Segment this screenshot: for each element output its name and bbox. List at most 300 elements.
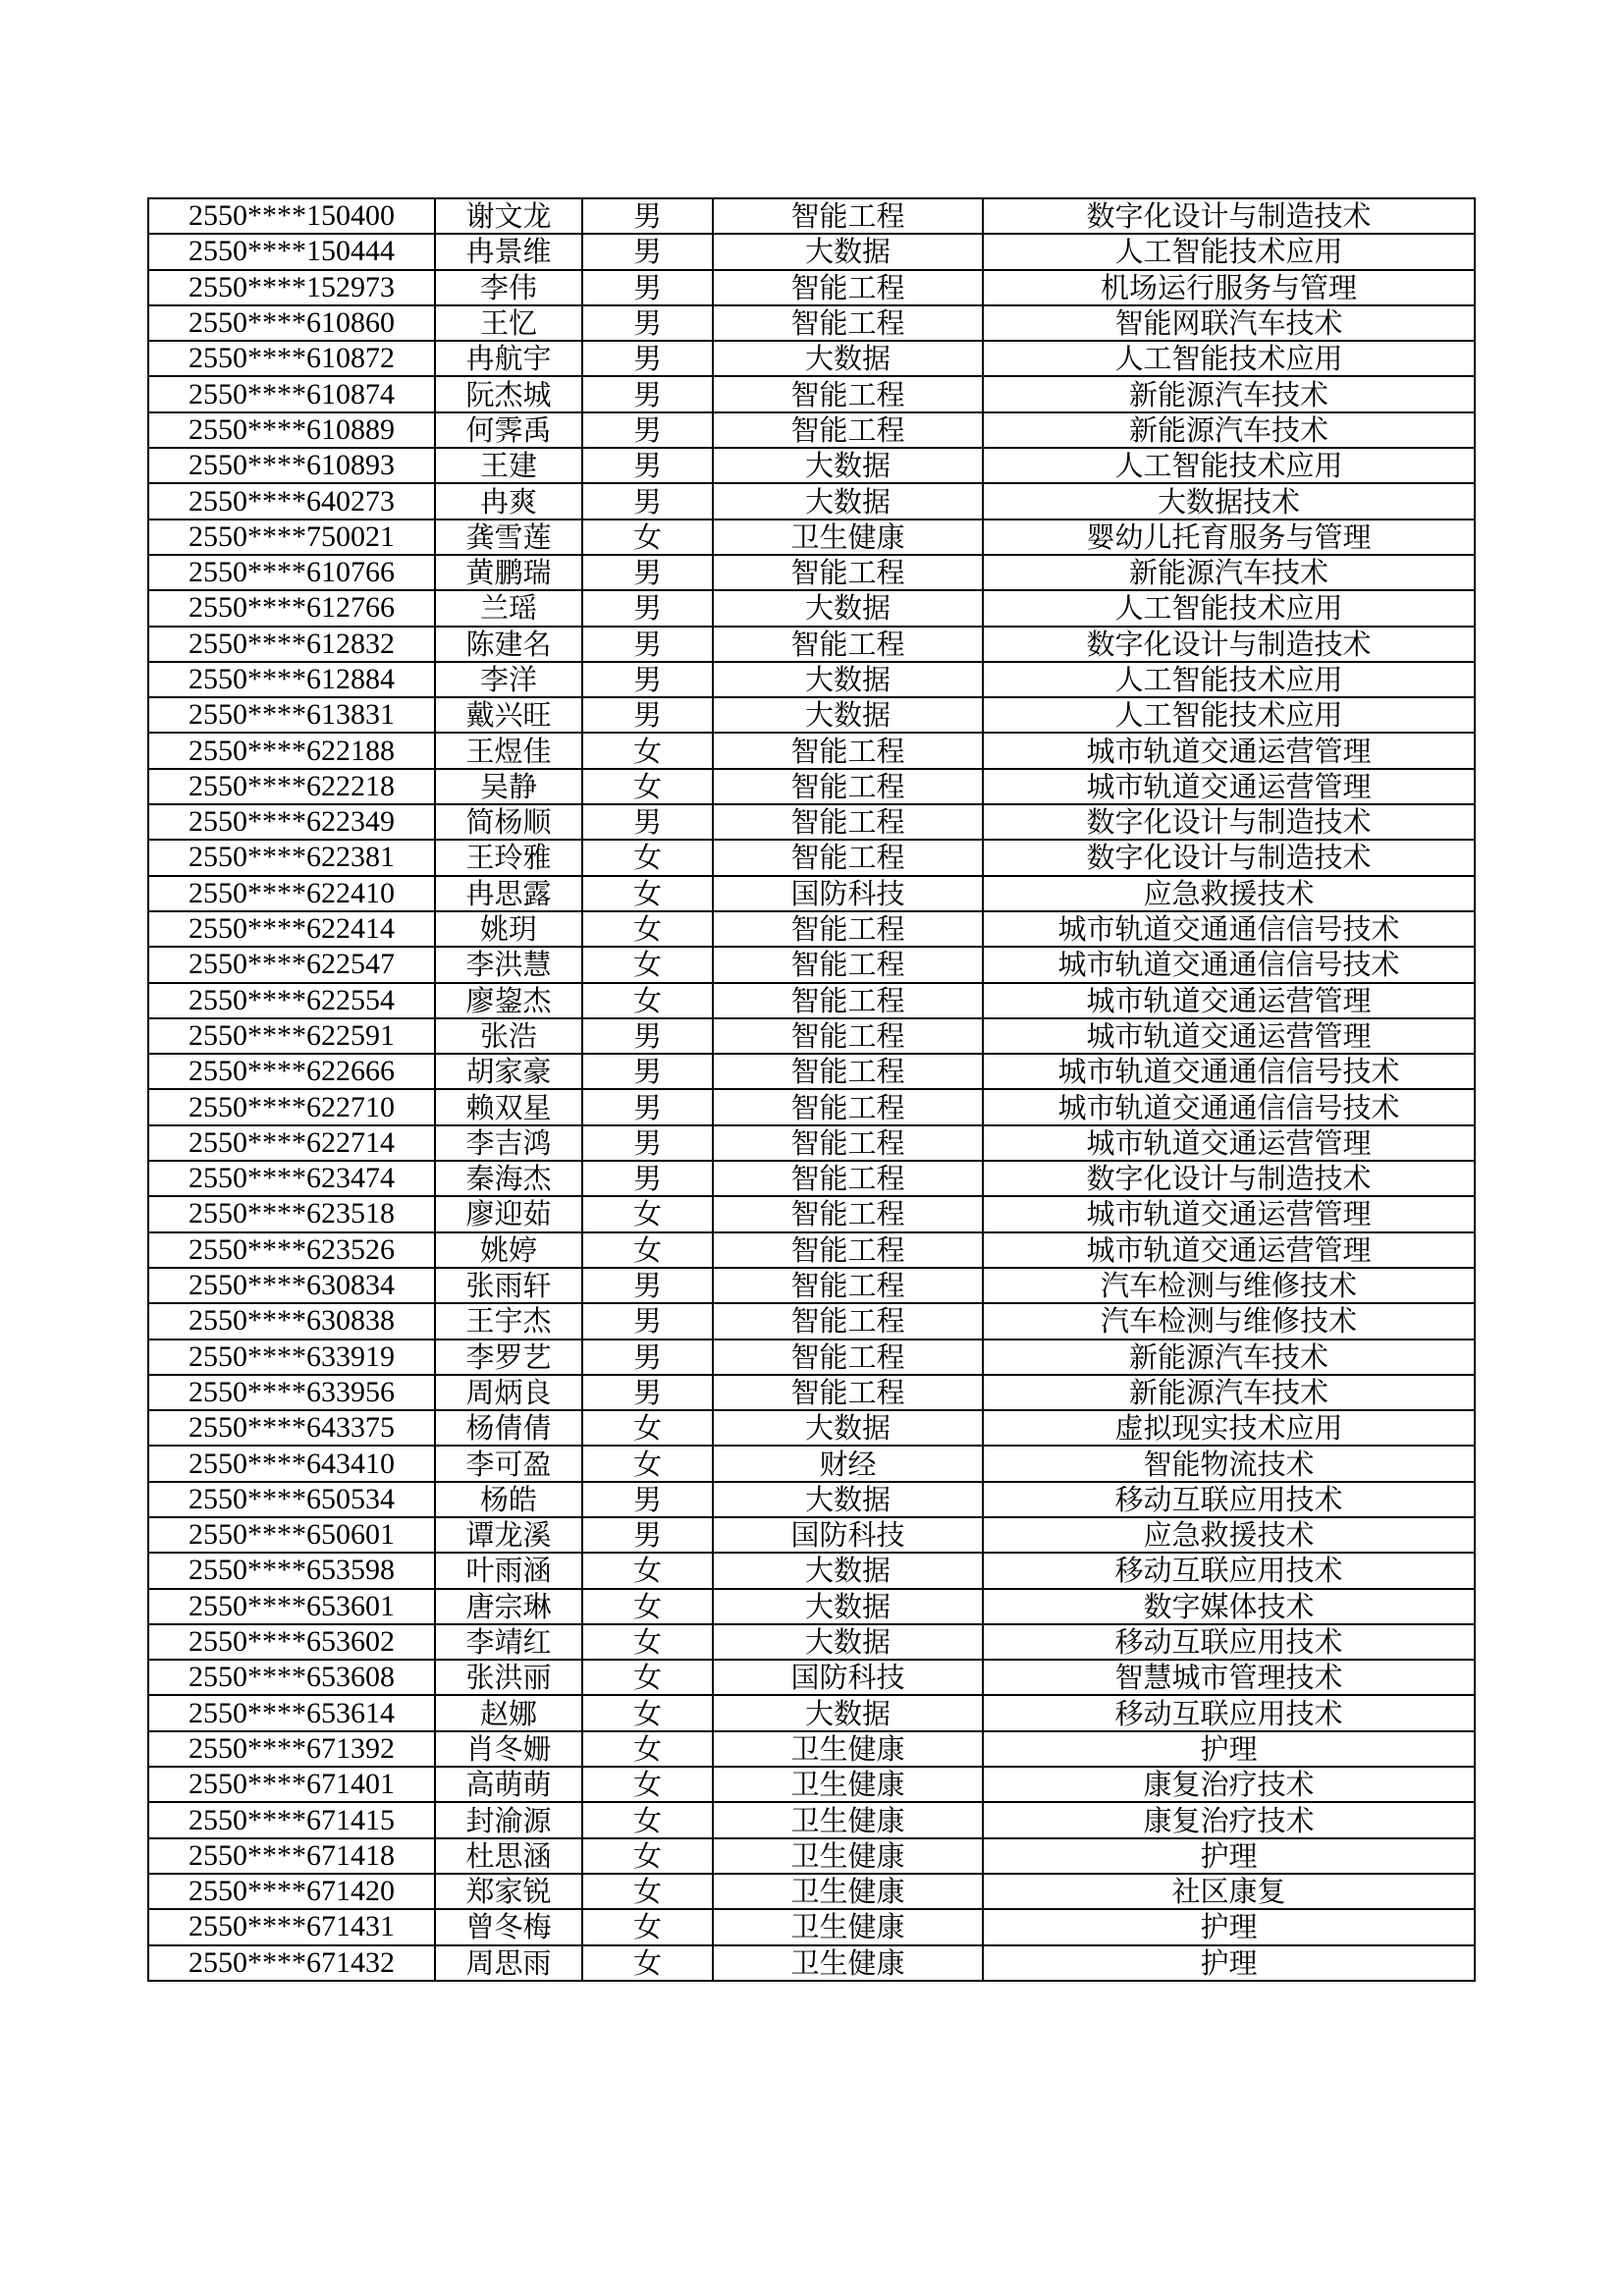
table-row: [148, 769, 1475, 804]
major-cell: 汽车检测与维修技术: [983, 1268, 1475, 1303]
gender-cell: 男: [582, 590, 713, 626]
college-cell: 智能工程: [713, 1339, 983, 1375]
gender-cell: 男: [582, 1161, 713, 1196]
student-id-cell: 2550****152973: [148, 270, 435, 305]
major-cell: 新能源汽车技术: [983, 1339, 1475, 1375]
table-row: [148, 1303, 1475, 1339]
name-cell: 张洪丽: [435, 1660, 582, 1695]
gender-cell: 男: [582, 662, 713, 697]
gender-cell: 男: [582, 483, 713, 519]
gender-cell: 男: [582, 1517, 713, 1553]
name-cell: 龚雪莲: [435, 519, 582, 555]
student-id-cell: 2550****650534: [148, 1482, 435, 1517]
gender-cell: 女: [582, 1802, 713, 1837]
gender-cell: 男: [582, 1268, 713, 1303]
name-cell: 曾冬梅: [435, 1909, 582, 1944]
name-cell: 张浩: [435, 1018, 582, 1054]
name-cell: 李可盈: [435, 1446, 582, 1481]
major-cell: 城市轨道交通运营管理: [983, 1018, 1475, 1054]
student-id-cell: 2550****622547: [148, 947, 435, 982]
name-cell: 何霁禹: [435, 412, 582, 448]
name-cell: 李伟: [435, 270, 582, 305]
college-cell: 大数据: [713, 448, 983, 483]
gender-cell: 男: [582, 555, 713, 590]
table-row: [148, 1018, 1475, 1054]
major-cell: 移动互联应用技术: [983, 1695, 1475, 1730]
major-cell: 虚拟现实技术应用: [983, 1410, 1475, 1446]
major-cell: 应急救援技术: [983, 1517, 1475, 1553]
college-cell: 大数据: [713, 234, 983, 269]
name-cell: 杨皓: [435, 1482, 582, 1517]
gender-cell: 女: [582, 947, 713, 982]
college-cell: 大数据: [713, 662, 983, 697]
table-row: [148, 590, 1475, 626]
student-id-cell: 2550****633956: [148, 1375, 435, 1410]
table-row: [148, 804, 1475, 840]
name-cell: 冉爽: [435, 483, 582, 519]
major-cell: 新能源汽车技术: [983, 376, 1475, 411]
table-row: [148, 1767, 1475, 1802]
major-cell: 城市轨道交通运营管理: [983, 1125, 1475, 1161]
student-id-cell: 2550****643375: [148, 1410, 435, 1446]
name-cell: 李洪慧: [435, 947, 582, 982]
student-id-cell: 2550****643410: [148, 1446, 435, 1481]
gender-cell: 男: [582, 198, 713, 234]
name-cell: 周思雨: [435, 1945, 582, 1981]
table-row: [148, 1482, 1475, 1517]
table-row: [148, 1624, 1475, 1660]
student-id-cell: 2550****671392: [148, 1731, 435, 1767]
table-row: [148, 876, 1475, 911]
table-row: [148, 627, 1475, 662]
name-cell: 王玲雅: [435, 840, 582, 875]
student-id-cell: 2550****610766: [148, 555, 435, 590]
name-cell: 吴静: [435, 769, 582, 804]
name-cell: 兰瑶: [435, 590, 582, 626]
major-cell: 移动互联应用技术: [983, 1482, 1475, 1517]
name-cell: 廖鋆杰: [435, 983, 582, 1018]
college-cell: 智能工程: [713, 270, 983, 305]
student-id-cell: 2550****623526: [148, 1232, 435, 1268]
college-cell: 智能工程: [713, 1054, 983, 1089]
name-cell: 唐宗琳: [435, 1589, 582, 1624]
major-cell: 城市轨道交通运营管理: [983, 1232, 1475, 1268]
table-row: [148, 1695, 1475, 1730]
gender-cell: 女: [582, 983, 713, 1018]
name-cell: 赖双星: [435, 1089, 582, 1124]
student-id-cell: 2550****610874: [148, 376, 435, 411]
gender-cell: 女: [582, 1695, 713, 1730]
major-cell: 护理: [983, 1838, 1475, 1874]
name-cell: 阮杰城: [435, 376, 582, 411]
table-row: [148, 733, 1475, 768]
student-id-cell: 2550****622666: [148, 1054, 435, 1089]
college-cell: 卫生健康: [713, 1838, 983, 1874]
college-cell: 卫生健康: [713, 1909, 983, 1944]
major-cell: 城市轨道交通运营管理: [983, 983, 1475, 1018]
major-cell: 婴幼儿托育服务与管理: [983, 519, 1475, 555]
table-row: [148, 911, 1475, 947]
name-cell: 冉思露: [435, 876, 582, 911]
student-id-cell: 2550****653601: [148, 1589, 435, 1624]
student-id-cell: 2550****671415: [148, 1802, 435, 1837]
student-id-cell: 2550****622714: [148, 1125, 435, 1161]
student-id-cell: 2550****623518: [148, 1196, 435, 1231]
gender-cell: 女: [582, 1874, 713, 1909]
college-cell: 国防科技: [713, 876, 983, 911]
table-row: [148, 305, 1475, 341]
college-cell: 智能工程: [713, 769, 983, 804]
gender-cell: 男: [582, 697, 713, 733]
table-row: [148, 1517, 1475, 1553]
college-cell: 大数据: [713, 483, 983, 519]
major-cell: 社区康复: [983, 1874, 1475, 1909]
college-cell: 智能工程: [713, 983, 983, 1018]
table-row: [148, 1268, 1475, 1303]
major-cell: 数字化设计与制造技术: [983, 198, 1475, 234]
name-cell: 李吉鸿: [435, 1125, 582, 1161]
gender-cell: 女: [582, 1945, 713, 1981]
table-row: [148, 1945, 1475, 1981]
college-cell: 大数据: [713, 341, 983, 376]
name-cell: 李洋: [435, 662, 582, 697]
gender-cell: 女: [582, 1731, 713, 1767]
major-cell: 智能物流技术: [983, 1446, 1475, 1481]
major-cell: 城市轨道交通运营管理: [983, 1196, 1475, 1231]
student-id-cell: 2550****610872: [148, 341, 435, 376]
name-cell: 胡家豪: [435, 1054, 582, 1089]
college-cell: 智能工程: [713, 1268, 983, 1303]
major-cell: 汽车检测与维修技术: [983, 1303, 1475, 1339]
table-row: [148, 1589, 1475, 1624]
table-row: [148, 1553, 1475, 1588]
student-id-cell: 2550****653602: [148, 1624, 435, 1660]
name-cell: 杜思涵: [435, 1838, 582, 1874]
gender-cell: 女: [582, 1196, 713, 1231]
name-cell: 谭龙溪: [435, 1517, 582, 1553]
gender-cell: 男: [582, 1303, 713, 1339]
student-id-cell: 2550****750021: [148, 519, 435, 555]
college-cell: 大数据: [713, 1589, 983, 1624]
student-id-cell: 2550****150400: [148, 198, 435, 234]
name-cell: 冉航宇: [435, 341, 582, 376]
student-id-cell: 2550****613831: [148, 697, 435, 733]
table-row: [148, 1838, 1475, 1874]
major-cell: 新能源汽车技术: [983, 555, 1475, 590]
major-cell: 数字化设计与制造技术: [983, 627, 1475, 662]
gender-cell: 男: [582, 1089, 713, 1124]
major-cell: 人工智能技术应用: [983, 662, 1475, 697]
name-cell: 李罗艺: [435, 1339, 582, 1375]
admission-roster-table: [147, 197, 1476, 1982]
major-cell: 新能源汽车技术: [983, 1375, 1475, 1410]
table-row: [148, 983, 1475, 1018]
gender-cell: 女: [582, 840, 713, 875]
student-id-cell: 2550****610889: [148, 412, 435, 448]
major-cell: 康复治疗技术: [983, 1767, 1475, 1802]
table-row: [148, 1410, 1475, 1446]
gender-cell: 女: [582, 1589, 713, 1624]
table-row: [148, 448, 1475, 483]
major-cell: 城市轨道交通通信信号技术: [983, 911, 1475, 947]
gender-cell: 女: [582, 1660, 713, 1695]
college-cell: 大数据: [713, 1553, 983, 1588]
gender-cell: 女: [582, 519, 713, 555]
major-cell: 护理: [983, 1731, 1475, 1767]
name-cell: 姚玥: [435, 911, 582, 947]
student-id-cell: 2550****622410: [148, 876, 435, 911]
college-cell: 智能工程: [713, 733, 983, 768]
gender-cell: 男: [582, 804, 713, 840]
student-id-cell: 2550****622710: [148, 1089, 435, 1124]
gender-cell: 女: [582, 911, 713, 947]
major-cell: 护理: [983, 1945, 1475, 1981]
major-cell: 人工智能技术应用: [983, 697, 1475, 733]
gender-cell: 男: [582, 1375, 713, 1410]
table-row: [148, 1161, 1475, 1196]
major-cell: 人工智能技术应用: [983, 590, 1475, 626]
college-cell: 智能工程: [713, 840, 983, 875]
gender-cell: 男: [582, 448, 713, 483]
college-cell: 智能工程: [713, 305, 983, 341]
college-cell: 卫生健康: [713, 1731, 983, 1767]
college-cell: 大数据: [713, 697, 983, 733]
student-id-cell: 2550****630834: [148, 1268, 435, 1303]
college-cell: 智能工程: [713, 1089, 983, 1124]
college-cell: 卫生健康: [713, 519, 983, 555]
student-id-cell: 2550****622349: [148, 804, 435, 840]
table-row: [148, 1802, 1475, 1837]
college-cell: 智能工程: [713, 1232, 983, 1268]
gender-cell: 女: [582, 1909, 713, 1944]
name-cell: 戴兴旺: [435, 697, 582, 733]
college-cell: 智能工程: [713, 911, 983, 947]
major-cell: 移动互联应用技术: [983, 1624, 1475, 1660]
name-cell: 张雨轩: [435, 1268, 582, 1303]
student-id-cell: 2550****610893: [148, 448, 435, 483]
college-cell: 智能工程: [713, 947, 983, 982]
major-cell: 大数据技术: [983, 483, 1475, 519]
student-id-cell: 2550****671431: [148, 1909, 435, 1944]
name-cell: 郑家锐: [435, 1874, 582, 1909]
major-cell: 人工智能技术应用: [983, 448, 1475, 483]
major-cell: 新能源汽车技术: [983, 412, 1475, 448]
table-row: [148, 412, 1475, 448]
student-id-cell: 2550****671420: [148, 1874, 435, 1909]
major-cell: 智能网联汽车技术: [983, 305, 1475, 341]
major-cell: 机场运行服务与管理: [983, 270, 1475, 305]
table-row: [148, 1089, 1475, 1124]
gender-cell: 男: [582, 1054, 713, 1089]
gender-cell: 女: [582, 1232, 713, 1268]
gender-cell: 男: [582, 234, 713, 269]
table-row: [148, 376, 1475, 411]
student-id-cell: 2550****612832: [148, 627, 435, 662]
gender-cell: 男: [582, 1018, 713, 1054]
college-cell: 智能工程: [713, 1375, 983, 1410]
table-row: [148, 1660, 1475, 1695]
major-cell: 人工智能技术应用: [983, 341, 1475, 376]
major-cell: 数字化设计与制造技术: [983, 1161, 1475, 1196]
college-cell: 智能工程: [713, 1161, 983, 1196]
student-id-cell: 2550****671401: [148, 1767, 435, 1802]
college-cell: 智能工程: [713, 198, 983, 234]
major-cell: 人工智能技术应用: [983, 234, 1475, 269]
table-row: [148, 947, 1475, 982]
student-id-cell: 2550****653608: [148, 1660, 435, 1695]
name-cell: 高萌萌: [435, 1767, 582, 1802]
student-id-cell: 2550****622414: [148, 911, 435, 947]
major-cell: 城市轨道交通运营管理: [983, 733, 1475, 768]
table-row: [148, 341, 1475, 376]
student-id-cell: 2550****622188: [148, 733, 435, 768]
roster-body: [148, 198, 1475, 1981]
student-id-cell: 2550****633919: [148, 1339, 435, 1375]
student-id-cell: 2550****610860: [148, 305, 435, 341]
major-cell: 数字化设计与制造技术: [983, 804, 1475, 840]
name-cell: 肖冬姗: [435, 1731, 582, 1767]
table-row: [148, 1054, 1475, 1089]
gender-cell: 男: [582, 270, 713, 305]
student-id-cell: 2550****612884: [148, 662, 435, 697]
table-row: [148, 1874, 1475, 1909]
college-cell: 大数据: [713, 1624, 983, 1660]
table-row: [148, 1196, 1475, 1231]
table-row: [148, 198, 1475, 234]
major-cell: 城市轨道交通通信信号技术: [983, 1089, 1475, 1124]
name-cell: 姚婷: [435, 1232, 582, 1268]
major-cell: 护理: [983, 1909, 1475, 1944]
table-row: [148, 519, 1475, 555]
name-cell: 王建: [435, 448, 582, 483]
college-cell: 大数据: [713, 1482, 983, 1517]
table-row: [148, 1339, 1475, 1375]
name-cell: 王宇杰: [435, 1303, 582, 1339]
major-cell: 智慧城市管理技术: [983, 1660, 1475, 1695]
table-row: [148, 1232, 1475, 1268]
table-row: [148, 1125, 1475, 1161]
major-cell: 数字化设计与制造技术: [983, 840, 1475, 875]
student-id-cell: 2550****622554: [148, 983, 435, 1018]
major-cell: 移动互联应用技术: [983, 1553, 1475, 1588]
table-row: [148, 1731, 1475, 1767]
gender-cell: 男: [582, 412, 713, 448]
college-cell: 智能工程: [713, 1303, 983, 1339]
college-cell: 智能工程: [713, 804, 983, 840]
student-id-cell: 2550****671418: [148, 1838, 435, 1874]
college-cell: 国防科技: [713, 1517, 983, 1553]
name-cell: 王煜佳: [435, 733, 582, 768]
name-cell: 周炳良: [435, 1375, 582, 1410]
college-cell: 大数据: [713, 1410, 983, 1446]
name-cell: 封渝源: [435, 1802, 582, 1837]
table-row: [148, 234, 1475, 269]
name-cell: 谢文龙: [435, 198, 582, 234]
table-row: [148, 840, 1475, 875]
name-cell: 黄鹏瑞: [435, 555, 582, 590]
table-row: [148, 1446, 1475, 1481]
student-id-cell: 2550****653598: [148, 1553, 435, 1588]
student-id-cell: 2550****640273: [148, 483, 435, 519]
gender-cell: 男: [582, 1482, 713, 1517]
student-id-cell: 2550****671432: [148, 1945, 435, 1981]
table-row: [148, 697, 1475, 733]
gender-cell: 女: [582, 1838, 713, 1874]
gender-cell: 女: [582, 1553, 713, 1588]
name-cell: 王忆: [435, 305, 582, 341]
major-cell: 数字媒体技术: [983, 1589, 1475, 1624]
college-cell: 卫生健康: [713, 1802, 983, 1837]
gender-cell: 女: [582, 1410, 713, 1446]
name-cell: 秦海杰: [435, 1161, 582, 1196]
gender-cell: 男: [582, 305, 713, 341]
college-cell: 卫生健康: [713, 1945, 983, 1981]
gender-cell: 女: [582, 733, 713, 768]
major-cell: 城市轨道交通通信信号技术: [983, 947, 1475, 982]
name-cell: 简杨顺: [435, 804, 582, 840]
gender-cell: 男: [582, 376, 713, 411]
gender-cell: 女: [582, 1446, 713, 1481]
student-id-cell: 2550****612766: [148, 590, 435, 626]
major-cell: 城市轨道交通通信信号技术: [983, 1054, 1475, 1089]
name-cell: 杨倩倩: [435, 1410, 582, 1446]
major-cell: 应急救援技术: [983, 876, 1475, 911]
name-cell: 李靖红: [435, 1624, 582, 1660]
student-id-cell: 2550****622591: [148, 1018, 435, 1054]
gender-cell: 男: [582, 627, 713, 662]
name-cell: 赵娜: [435, 1695, 582, 1730]
college-cell: 财经: [713, 1446, 983, 1481]
college-cell: 卫生健康: [713, 1767, 983, 1802]
college-cell: 智能工程: [713, 627, 983, 662]
table-row: [148, 1909, 1475, 1944]
table-row: [148, 555, 1475, 590]
student-id-cell: 2550****623474: [148, 1161, 435, 1196]
gender-cell: 男: [582, 1339, 713, 1375]
gender-cell: 男: [582, 1125, 713, 1161]
gender-cell: 女: [582, 876, 713, 911]
gender-cell: 男: [582, 341, 713, 376]
student-id-cell: 2550****150444: [148, 234, 435, 269]
gender-cell: 女: [582, 1624, 713, 1660]
student-id-cell: 2550****653614: [148, 1695, 435, 1730]
name-cell: 叶雨涵: [435, 1553, 582, 1588]
table-row: [148, 270, 1475, 305]
gender-cell: 女: [582, 769, 713, 804]
college-cell: 卫生健康: [713, 1874, 983, 1909]
student-id-cell: 2550****630838: [148, 1303, 435, 1339]
name-cell: 廖迎茹: [435, 1196, 582, 1231]
college-cell: 智能工程: [713, 376, 983, 411]
college-cell: 智能工程: [713, 412, 983, 448]
major-cell: 康复治疗技术: [983, 1802, 1475, 1837]
gender-cell: 女: [582, 1767, 713, 1802]
name-cell: 陈建名: [435, 627, 582, 662]
college-cell: 智能工程: [713, 1125, 983, 1161]
name-cell: 冉景维: [435, 234, 582, 269]
major-cell: 城市轨道交通运营管理: [983, 769, 1475, 804]
table-row: [148, 662, 1475, 697]
college-cell: 大数据: [713, 590, 983, 626]
college-cell: 国防科技: [713, 1660, 983, 1695]
table-row: [148, 1375, 1475, 1410]
college-cell: 智能工程: [713, 1018, 983, 1054]
table-row: [148, 483, 1475, 519]
student-id-cell: 2550****622381: [148, 840, 435, 875]
student-id-cell: 2550****650601: [148, 1517, 435, 1553]
college-cell: 智能工程: [713, 555, 983, 590]
college-cell: 大数据: [713, 1695, 983, 1730]
